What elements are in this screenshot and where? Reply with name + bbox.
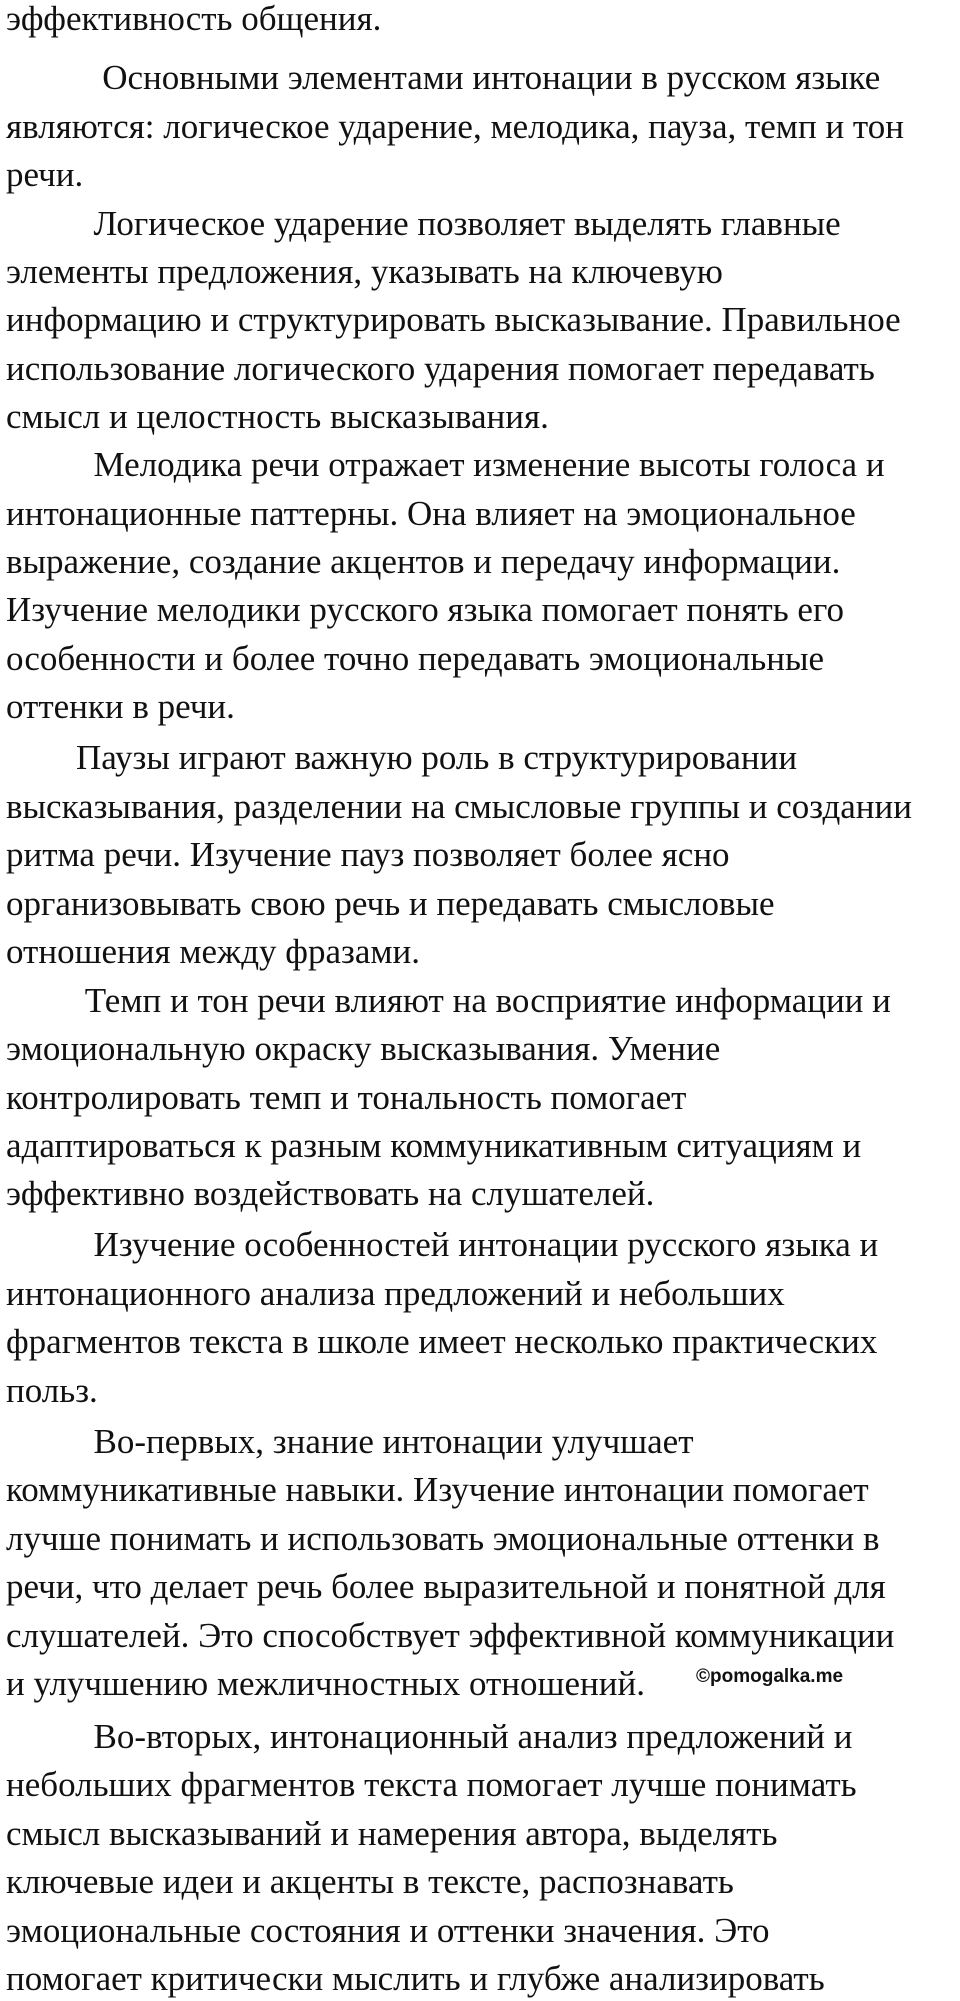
text-line: коммуникативные навыки. Изучение интонации помогает — [6, 1470, 869, 1509]
text-line: высказывания, разделении на смысловые группы и создании — [6, 787, 913, 826]
text-line: организовывать свою речь и передавать смысловые — [6, 884, 775, 923]
text-line: польз. — [6, 1371, 98, 1410]
text-line: и улучшению межличностных отношений. — [6, 1664, 645, 1703]
text-line: адаптироваться к разным коммуникативным ситуациям и — [6, 1126, 862, 1165]
text-line: Во-вторых, интонационный анализ предложений и — [6, 1717, 853, 1756]
text-line: эффективно воздействовать на слушателей. — [6, 1174, 655, 1213]
text-line: лучше понимать и использовать эмоциональные оттенки в — [6, 1519, 880, 1558]
text-line: Паузы играют важную роль в структурировании — [6, 738, 798, 777]
text-line: особенности и более точно передавать эмоциональные — [6, 639, 825, 678]
text-line: эмоциональные состояния и оттенки значения. Это — [6, 1911, 770, 1950]
text-line: Изучение особенностей интонации русского языка и — [6, 1225, 879, 1264]
text-line: Темп и тон речи влияют на восприятие информации и — [6, 981, 891, 1020]
text-line: Мелодика речи отражает изменение высоты голоса и — [6, 445, 885, 484]
text-line: ключевые идеи и акценты в тексте, распознавать — [6, 1862, 734, 1901]
text-line: фрагментов текста в школе имеет несколько практических — [6, 1322, 878, 1361]
text-line: небольших фрагментов текста помогает лучше понимать — [6, 1765, 857, 1804]
text-line: информацию и структурировать высказывание. Правильное — [6, 300, 901, 339]
document-page — [6, 0, 960, 2000]
text-line: смысл высказываний и намерения автора, выделять — [6, 1814, 778, 1853]
text-line: Логическое ударение позволяет выделять главные — [6, 204, 841, 243]
text-line: отношения между фразами. — [6, 932, 420, 971]
text-line: контролировать темп и тональность помогает — [6, 1078, 687, 1117]
text-line: использование логического ударения помогает передавать — [6, 349, 875, 388]
text-line: Изучение мелодики русского языка помогает понять его — [6, 590, 844, 629]
text-line: интонационного анализа предложений и небольших — [6, 1274, 785, 1313]
text-line: помогает критически мыслить и глубже анализировать — [6, 1959, 825, 1998]
text-line: элементы предложения, указывать на ключевую — [6, 252, 723, 291]
text-line: эмоциональную окраску высказывания. Умение — [6, 1029, 721, 1068]
text-line: выражение, создание акцентов и передачу информации. — [6, 542, 841, 581]
text-line: речи, что делает речь более выразительной и понятной для — [6, 1567, 886, 1606]
text-line: речи. — [6, 155, 84, 194]
text-line: смысл и целостность высказывания. — [6, 397, 549, 436]
text-line: эффективность общения. — [6, 0, 382, 38]
text-line: Основными элементами интонации в русском языке — [6, 58, 881, 97]
text-line: Во-первых, знание интонации улучшает — [6, 1422, 694, 1461]
text-line: оттенки в речи. — [6, 687, 235, 726]
watermark: ©pomogalka.me — [696, 1666, 844, 1687]
text-line: являются: логическое ударение, мелодика, пауза, темп и тон — [6, 107, 904, 146]
text-line: ритма речи. Изучение пауз позволяет более ясно — [6, 835, 730, 874]
text-line: слушателей. Это способствует эффективной коммуникации — [6, 1616, 895, 1655]
text-line: интонационные паттерны. Она влияет на эмоциональное — [6, 494, 856, 533]
